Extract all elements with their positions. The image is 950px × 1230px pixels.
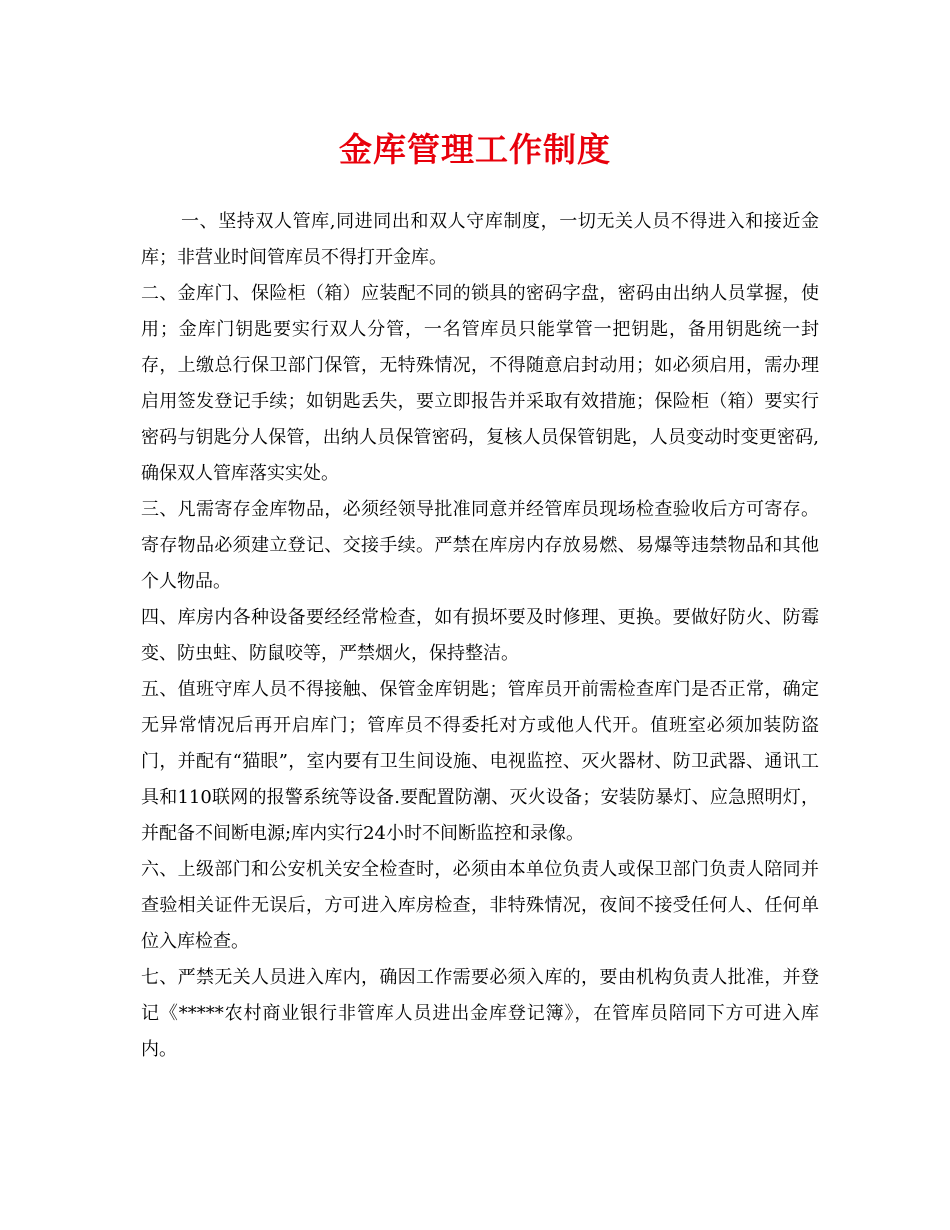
paragraph-1: 一、坚持双人管库,同进同出和双人守库制度，一切无关人员不得进入和接近金库；非营业时间管库员不得打开金库。 (141, 211, 819, 268)
paragraph-6: 六、上级部门和公安机关安全检查时，必须由本单位负责人或保卫部门负责人陪同并查验相关证件无误后，方可进入库房检查，非特殊情况，夜间不接受任何人、任何单位入库检查。 (141, 859, 819, 952)
paragraph-2: 二、金库门、保险柜（箱）应装配不同的锁具的密码字盘，密码由出纳人员掌握，使用；金库门钥匙要实行双人分管，一名管库员只能掌管一把钥匙，备用钥匙统一封存，上缴总行保卫部门保管，无特殊情况，不得随意启封动用；如必须启用，需办理启用签发登记手续；如钥匙丢失，要立即报告并采取有效措施；保险柜（箱）要实行密码与钥匙分人保管，出纳人员保管密码，复核人员保管钥匙，人员变动时变更密码,确保双人管库落实实处。 (141, 283, 819, 484)
paragraph-3: 三、凡需寄存金库物品，必须经领导批准同意并经管库员现场检查验收后方可寄存。寄存物品必须建立登记、交接手续。严禁在库房内存放易燃、易爆等违禁物品和其他个人物品。 (141, 499, 819, 592)
paragraph-5: 五、值班守库人员不得接触、保管金库钥匙；管库员开前需检查库门是否正常，确定无异常情况后再开启库门；管库员不得委托对方或他人代开。值班室必须加装防盗门，并配有“猫眼”，室内要有卫生间设施、电视监控、灭火器材、防卫武器、通讯工具和110联网的报警系统等设备.要配置防潮、灭火设备；安装防暴灯、应急照明灯，并配备不间断电源;库内实行24小时不间断监控和录像。 (141, 679, 819, 844)
paragraph-4: 四、库房内各种设备要经经常检查，如有损坏要及时修理、更换。要做好防火、防霉变、防虫蛀、防鼠咬等，严禁烟火，保持整洁。 (141, 607, 819, 664)
document-title: 金库管理工作制度 (339, 130, 611, 169)
paragraph-7: 七、严禁无关人员进入库内，确因工作需要必须入库的，要由机构负责人批准，并登记《*****农村商业银行非管库人员进出金库登记簿》，在管库员陪同下方可进入库内。 (141, 967, 819, 1060)
document-body (141, 204, 819, 1068)
